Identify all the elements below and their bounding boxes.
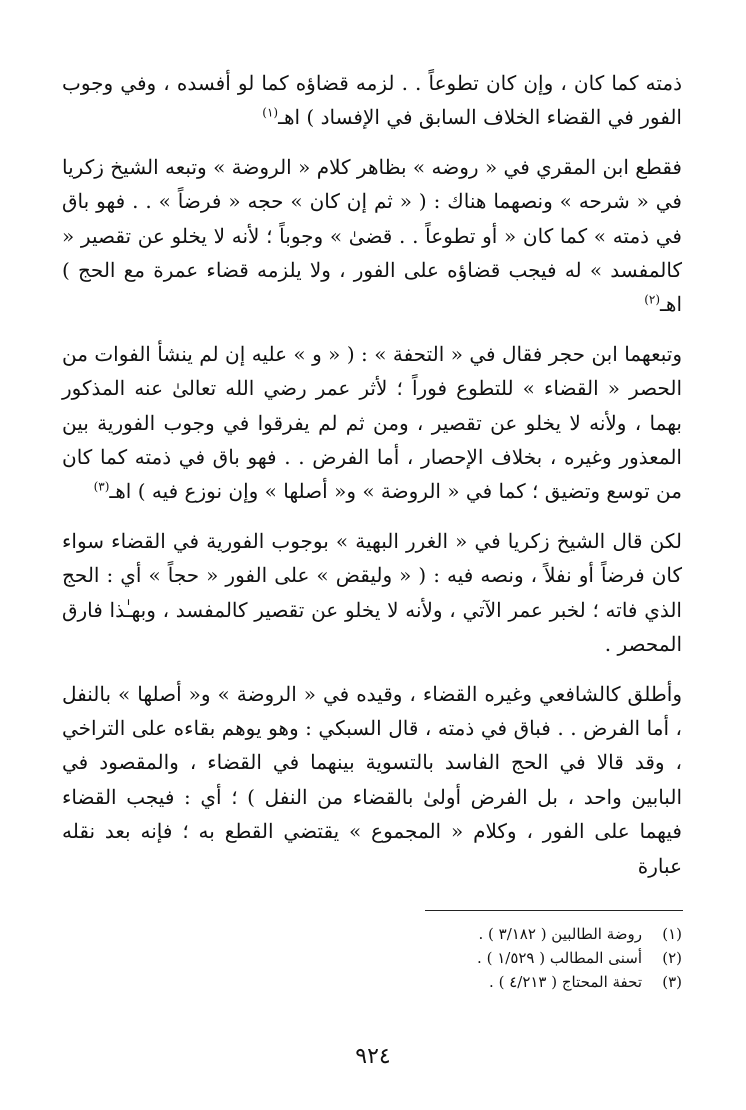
paragraph-5 bbox=[62, 677, 682, 883]
paragraph-text: وأطلق كالشافعي وغيره القضاء ، وقيده في « الروضة » و« أصلها » بالنفل ، أما الفرض . . فباق في ذمته ، قال السبكي : وهو يوهم بقاءه على التراخي ، وقد قالا في الحج الفاسد بالتسوية بينهما في القضاء ، والمقصود في البابين واحد ، بل الفرض أولىٰ بالقضاء من النفل ) ؛ أي : فيجب القضاء فيهما على الفور ، وكلام « المجموع » يقتضي القطع به ؛ فإنه بعد نقله عبارة bbox=[62, 681, 682, 878]
footnote-number: (١) bbox=[662, 925, 682, 943]
footnote-number: (٣) bbox=[662, 973, 682, 991]
main-text bbox=[62, 66, 682, 898]
footnote-text: أسنى المطالب ( ١/٥٢٩ ) . bbox=[477, 949, 642, 967]
paragraph-3 bbox=[62, 337, 682, 509]
page-number: ٩٢٤ bbox=[355, 1044, 391, 1069]
paragraph-text: وتبعهما ابن حجر فقال في « التحفة » : ( « و » عليه إن لم ينشأ الفوات من الحصر « القضاء » للتطوع فوراً ؛ لأثر عمر رضي الله تعالىٰ عنه المذكور بهما ، ولأنه لا يخلو عن تقصير ، ومن ثم لم يفرقوا في وجوب الفورية بين المعذور وغيره ، بخلاف الإحصار ، أما الفرض . . فهو باق في ذمته كما كان من توسع وتضيق ؛ كما في « الروضة » و« أصلها » وإن نوزع فيه ) اهـ bbox=[62, 341, 682, 504]
paragraph-2 bbox=[62, 150, 682, 322]
footnote-divider bbox=[425, 910, 683, 911]
footnote-2 bbox=[62, 946, 682, 970]
footnote-ref: (٢) bbox=[644, 292, 661, 307]
footnotes bbox=[62, 922, 682, 994]
footnote-text: روضة الطالبين ( ٣/١٨٢ ) . bbox=[478, 925, 642, 943]
paragraph-text: ذمته كما كان ، وإن كان تطوعاً . . لزمه قضاؤه كما لو أفسده ، وفي وجوب الفور في القضاء الخلاف السابق في الإفساد ) اهـ bbox=[62, 71, 682, 130]
paragraph-1 bbox=[62, 66, 682, 135]
footnote-3 bbox=[62, 970, 682, 994]
footnote-number: (٢) bbox=[662, 949, 682, 967]
footnote-ref: (٣) bbox=[93, 479, 110, 494]
paragraph-4 bbox=[62, 524, 682, 662]
footnote-1 bbox=[62, 922, 682, 946]
footnote-ref: (١) bbox=[262, 105, 279, 120]
paragraph-text: فقطع ابن المقري في « روضه » بظاهر كلام « الروضة » وتبعه الشيخ زكريا في « شرحه » ونصهما هناك : ( « ثم إن كان » حجه « فرضاً » . . فهو باق في ذمته » كما كان « أو تطوعاً . . قضىٰ » وجوباً ؛ لأنه لا يخلو عن تقصير « كالمفسد » له فيجب قضاؤه على الفور ، ولا يلزمه قضاء عمرة مع الحج ) اهـ bbox=[62, 154, 682, 317]
footnote-text: تحفة المحتاج ( ٤/٢١٣ ) . bbox=[489, 973, 642, 991]
paragraph-text: لكن قال الشيخ زكريا في « الغرر البهية » بوجوب الفورية في القضاء سواء كان فرضاً أو نفلاً ، ونصه فيه : ( « وليقض » على الفور « حجاً » أي : الحج الذي فاته ؛ لخبر عمر الآتي ، ولأنه لا يخلو عن تقصير كالمفسد ، وبهـٰذا فارق المحصر . bbox=[62, 528, 682, 657]
